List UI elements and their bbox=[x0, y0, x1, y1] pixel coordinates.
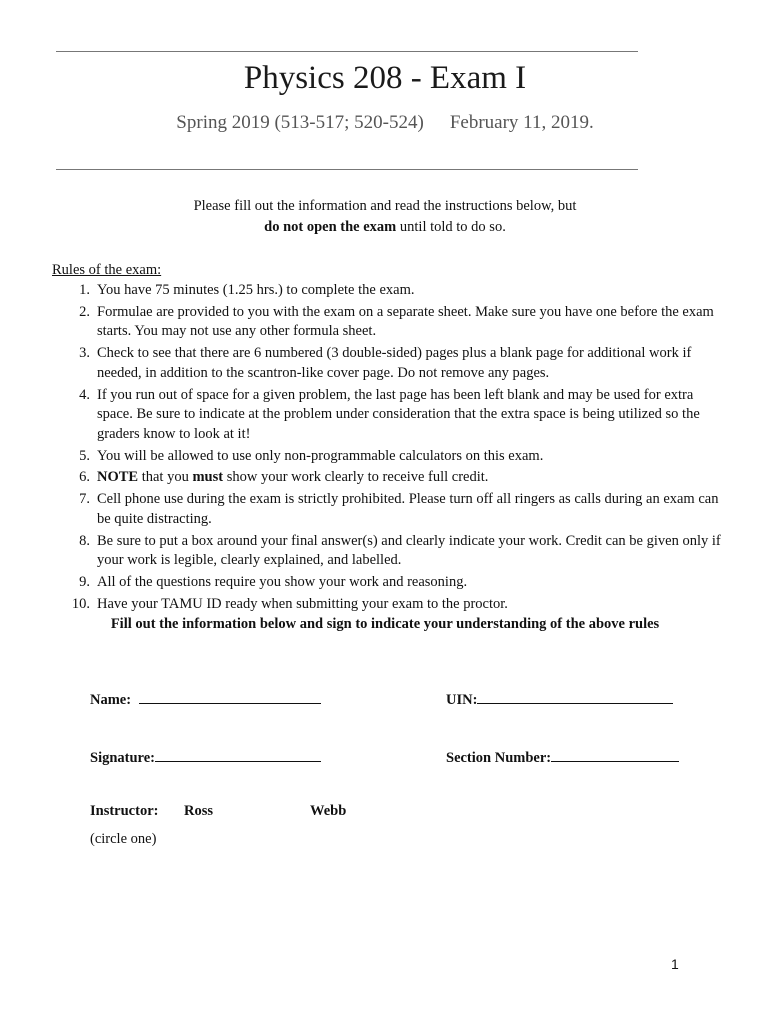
signature-field[interactable] bbox=[90, 747, 321, 767]
rules-heading: Rules of the exam: bbox=[52, 262, 162, 278]
rule-item bbox=[52, 595, 722, 615]
rule-number: 8. bbox=[79, 532, 90, 549]
bottom-rule bbox=[56, 169, 638, 170]
rule-text: If you run out of space for a given problem, the last page has been left blank and may be used for extra space. Be sure to indicate at the problem under consideration that the extra space is being utilized so the graders know to look at it! bbox=[97, 386, 700, 442]
rule-number: 2. bbox=[79, 303, 90, 320]
exam-subtitle bbox=[0, 112, 770, 134]
rule-item bbox=[52, 386, 722, 445]
uin-blank[interactable] bbox=[477, 689, 673, 704]
signature-blank[interactable] bbox=[155, 747, 321, 762]
section-number-blank[interactable] bbox=[551, 747, 679, 762]
rule-text: Check to see that there are 6 numbered (3 double-sided) pages plus a blank page for additional work if needed, in addition to the scantron-like cover page. Do not remove any pages. bbox=[97, 345, 692, 381]
rule-text-part: that you bbox=[138, 469, 193, 486]
rule-item bbox=[52, 573, 722, 593]
instructions-emphasis: do not open the exam bbox=[264, 219, 397, 235]
rule-item bbox=[52, 344, 722, 383]
rule-text: All of the questions require you show your work and reasoning. bbox=[97, 574, 468, 591]
fill-out-note: Fill out the information below and sign to indicate your understanding of the above rules bbox=[110, 616, 660, 632]
rule-number: 5. bbox=[79, 447, 90, 464]
rule-number: 7. bbox=[79, 491, 90, 508]
rule-text: Cell phone use during the exam is strictly prohibited. Please turn off all ringers as calls during an exam can be quite distracting. bbox=[97, 491, 719, 527]
exam-title: Physics 208 - Exam I bbox=[243, 60, 527, 96]
rule-number: 4. bbox=[79, 386, 90, 403]
name-blank[interactable] bbox=[139, 689, 321, 704]
rules-list bbox=[52, 281, 722, 617]
rule-text: Formulae are provided to you with the exam on a separate sheet. Make sure you have one before the exam starts. You may not use any other formula sheet. bbox=[97, 303, 714, 340]
rule-text: Be sure to put a box around your final answer(s) and clearly indicate your work. Credit can be given only if your work is legible, clearly explained, and labelled. bbox=[97, 532, 721, 569]
top-rule bbox=[56, 51, 638, 52]
page-number: 1 bbox=[671, 956, 679, 972]
rule-text-part: show your work clearly to receive full credit. bbox=[223, 469, 489, 486]
name-field[interactable] bbox=[90, 689, 321, 709]
rule-item bbox=[52, 447, 722, 467]
rule-must-emphasis: must bbox=[192, 469, 224, 486]
rule-item bbox=[52, 303, 722, 342]
instructions-line-2 bbox=[0, 219, 770, 236]
rule-text: Have your TAMU ID ready when submitting your exam to the proctor. bbox=[97, 596, 508, 613]
rule-number: 1. bbox=[79, 282, 90, 298]
instructions-line-2-rest: until told to do so. bbox=[396, 219, 506, 235]
rule-text bbox=[97, 469, 488, 485]
circle-one-hint: (circle one) bbox=[90, 831, 157, 847]
rule-number: 6. bbox=[79, 469, 90, 486]
instructions-line-1: Please fill out the information and read the instructions below, but bbox=[193, 198, 577, 214]
rule-item bbox=[52, 468, 722, 488]
rule-item bbox=[52, 490, 722, 529]
signature-label: Signature: bbox=[90, 750, 155, 766]
uin-label: UIN: bbox=[446, 692, 478, 708]
rule-text: You will be allowed to use only non-programmable calculators on this exam. bbox=[97, 447, 544, 464]
rule-text: You have 75 minutes (1.25 hrs.) to complete the exam. bbox=[97, 282, 415, 298]
instructor-option-webb[interactable]: Webb bbox=[310, 803, 347, 819]
section-number-label: Section Number: bbox=[446, 750, 552, 766]
name-label: Name: bbox=[90, 692, 132, 708]
uin-field[interactable] bbox=[446, 689, 673, 709]
section-number-field[interactable] bbox=[446, 747, 679, 767]
rule-number: 9. bbox=[79, 574, 90, 591]
rule-number: 3. bbox=[79, 345, 90, 362]
instructor-option-ross[interactable]: Ross bbox=[184, 803, 214, 819]
exam-date: February 11, 2019. bbox=[449, 112, 594, 133]
rule-number: 10. bbox=[71, 596, 90, 613]
rule-item bbox=[52, 532, 722, 571]
instructor-label: Instructor: bbox=[90, 803, 159, 819]
rule-item bbox=[52, 281, 722, 301]
semester-text: Spring 2019 (513-517; 520-524) bbox=[176, 112, 424, 133]
rule-note-emphasis: NOTE bbox=[97, 469, 139, 486]
